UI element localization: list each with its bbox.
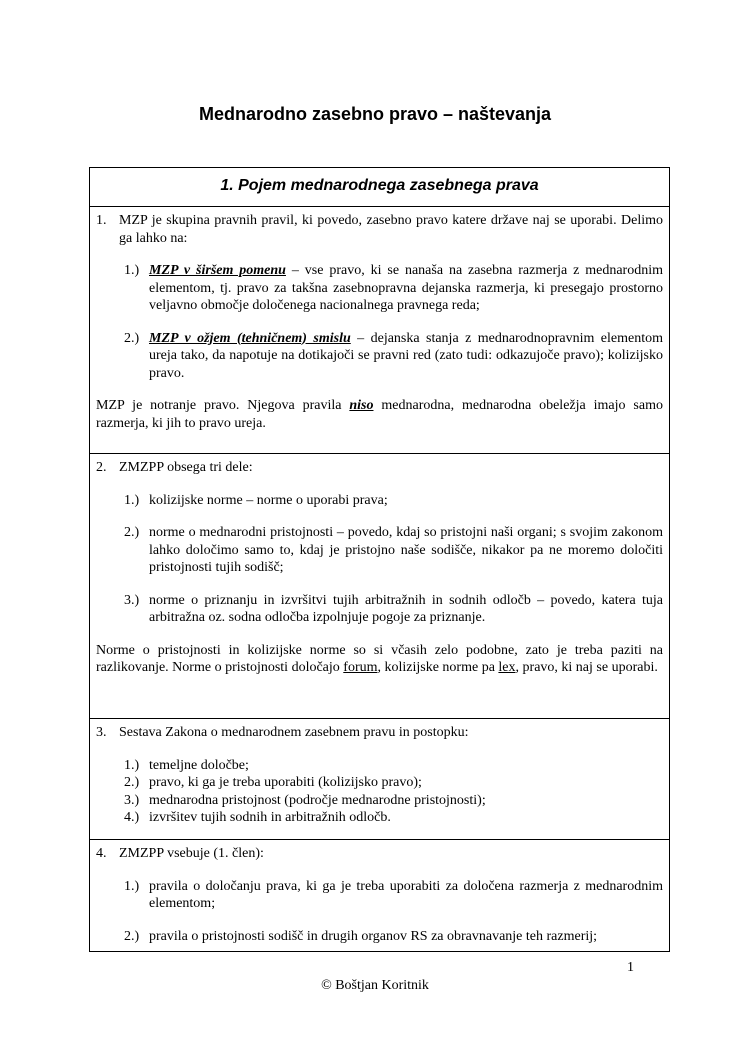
text-run: MZP je skupina pravnih pravil, ki povedo, zasebno pravo katere države naj se uporabi. Delimo ga lahko na: — [119, 213, 663, 246]
list-marker: 1.) — [124, 263, 140, 278]
document-title: Mednarodno zasebno pravo – naštevanja — [198, 104, 552, 124]
text-run: ZMZPP vsebuje (1. člen): — [119, 846, 264, 861]
list-marker: 1. — [96, 213, 107, 228]
list-item — [124, 774, 663, 792]
emphasized-text-run: MZP v ožjem (tehničnem) smislu — [149, 330, 351, 346]
list-marker: 1.) — [124, 878, 140, 894]
emphasized-text-run: forum — [343, 660, 378, 675]
numbered-paragraph — [96, 845, 663, 863]
emphasized-text-run: lex — [498, 660, 516, 675]
text-run: – dejanska stanja z mednarodnopravnim elementom ureja tako, da napotuje na dotikajoči se pravni red (zato tudi: odkazujoče pravo); kolizijsko pravo. — [149, 330, 663, 381]
list-item — [124, 592, 663, 627]
list-item — [124, 878, 663, 913]
list-item — [124, 757, 663, 775]
list-item — [124, 330, 663, 383]
table-header: 1. Pojem mednarodnega zasebnega prava — [90, 168, 669, 207]
list-marker: 3.) — [124, 592, 140, 608]
text-run: – vse pravo, ki se nanaša na zasebna razmerja z mednarodnim elementom, tj. pravo za takšna zasebnopravna dejanska razmerja, ki presegajo prostorno veljavno območje določenega nacionalnega pravnega reda; — [149, 263, 663, 313]
content-table — [89, 167, 670, 952]
numbered-paragraph — [96, 724, 663, 742]
text-run: ZMZPP obsega tri dele: — [119, 460, 253, 475]
paragraph — [96, 642, 663, 677]
text-run: kolizijske norme – norme o uporabi prava; — [149, 492, 388, 508]
text-run: Norme o pristojnosti in kolizijske norme so si včasih zelo podobne, zato je treba paziti na razlikovanje. Norme o pristojnosti določajo — [96, 642, 663, 675]
text-run: , pravo, ki naj se uporabi. — [515, 660, 658, 675]
footer-credit: © Boštjan Koritnik — [321, 978, 429, 993]
table-section-2 — [90, 453, 669, 718]
text-run: Sestava Zakona o mednarodnem zasebnem pravu in postopku: — [119, 725, 469, 740]
list-item — [124, 928, 663, 946]
text-run: mednarodna pristojnost (področje mednarodne pristojnosti); — [149, 792, 486, 808]
text-run: norme o priznanju in izvršitvi tujih arbitražnih in sodnih odločb – povedo, katera tuja arbitražna oz. sodna odločba izpolnjuje pogoje za priznanje. — [149, 592, 663, 625]
emphasized-text-run: niso — [349, 398, 374, 413]
paragraph — [96, 397, 663, 432]
list-item — [124, 524, 663, 577]
list-marker: 1.) — [124, 757, 140, 773]
text-run: pravila o določanju prava, ki ga je treba uporabiti za določena razmerja z mednarodnim elementom; — [149, 878, 663, 911]
text-run: izvršitev tujih sodnih in arbitražnih odločb. — [149, 810, 391, 825]
list-item — [124, 809, 663, 827]
text-run: temeljne določbe; — [149, 757, 249, 773]
list-marker: 2.) — [124, 928, 140, 944]
table-section-4 — [90, 839, 669, 951]
list-marker: 2.) — [124, 775, 140, 790]
list-marker: 3. — [96, 725, 107, 740]
list-item — [124, 792, 663, 810]
table-section-1 — [90, 207, 669, 453]
text-run: pravila o pristojnosti sodišč in drugih organov RS za obravnavanje teh razmerij; — [149, 928, 598, 944]
emphasized-text-run: MZP v širšem pomenu — [149, 263, 286, 278]
list-marker: 1.) — [124, 492, 140, 508]
text-run: MZP je notranje pravo. Njegova pravila — [96, 398, 350, 413]
list-marker: 2.) — [124, 330, 140, 346]
list-marker: 4. — [96, 846, 107, 861]
list-marker: 2. — [96, 460, 107, 475]
page-number: 1 — [627, 960, 634, 975]
list-marker: 3.) — [124, 792, 140, 808]
numbered-paragraph — [96, 212, 663, 247]
list-item — [124, 262, 663, 315]
text-run: mednarodna, mednarodna obeležja imajo samo razmerja, ki jih to pravo ureja. — [96, 398, 663, 431]
table-body — [90, 207, 669, 951]
list-marker: 4.) — [124, 810, 140, 825]
list-marker: 2.) — [124, 525, 140, 540]
table-section-3 — [90, 718, 669, 839]
list-item — [124, 492, 663, 510]
text-run: , kolizijske norme pa — [377, 660, 499, 675]
numbered-paragraph — [96, 459, 663, 477]
text-run: pravo, ki ga je treba uporabiti (kolizijsko pravo); — [149, 775, 422, 790]
text-run: norme o mednarodni pristojnosti – povedo, kdaj so pristojni naši organi; s svojim zakonom lahko določimo samo to, kdaj je pristojno naše sodišče, nikakor pa ne moremo določiti pristojnosti tujih sodišč; — [149, 525, 663, 575]
